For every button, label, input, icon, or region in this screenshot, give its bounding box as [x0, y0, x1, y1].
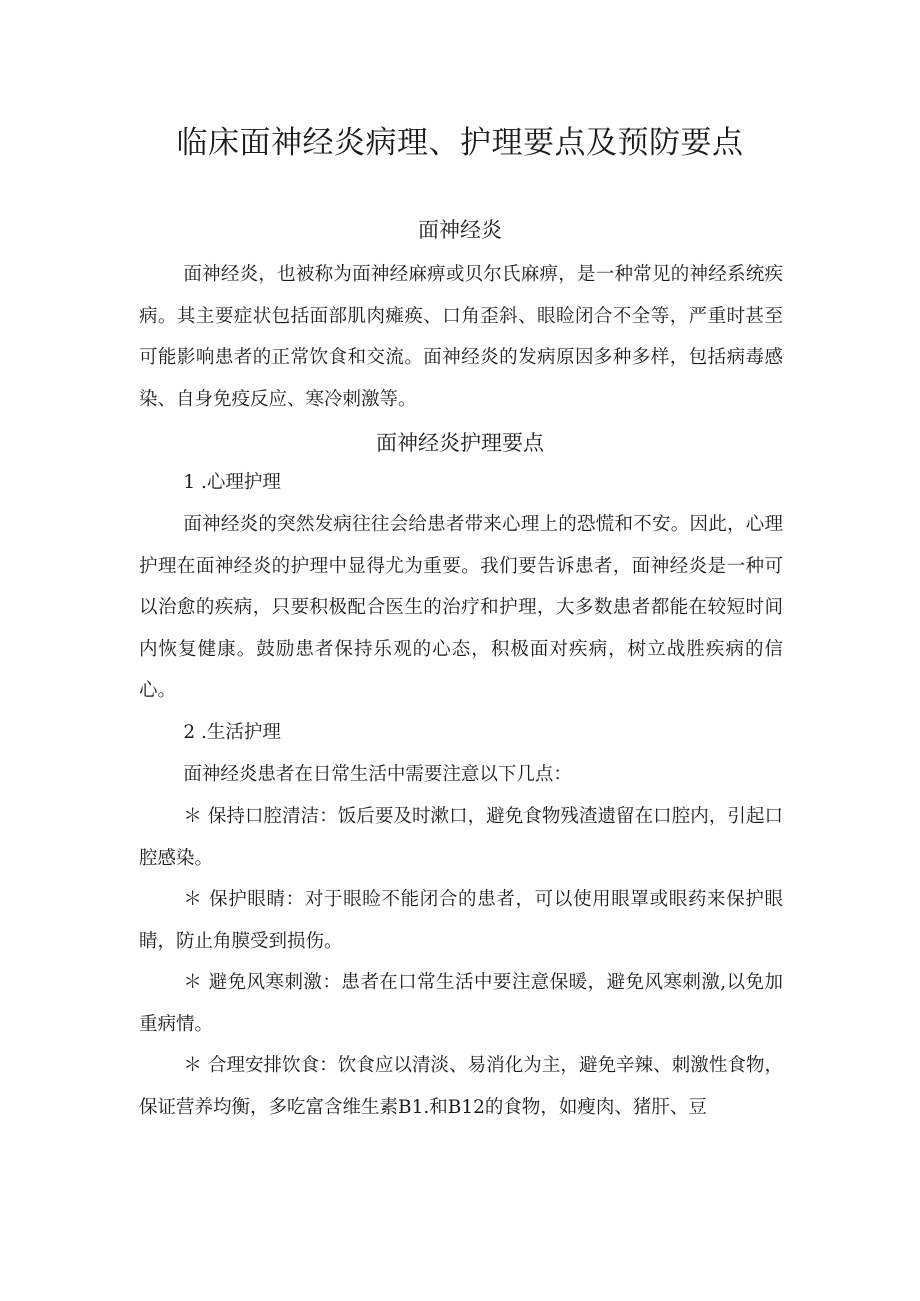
daily-care-intro: 面神经炎患者在日常生活中需要注意以下几点： [183, 764, 572, 785]
section-intro-paragraph: 面神经炎，也被称为面神经麻痹或贝尔氏麻痹，是一种常见的神经系统疾病。其主要症状包括面部肌肉瘫痪、口角歪斜、眼睑闭合不全等，严重时甚至可能影响患者的正常饮食和交流。面神经炎的发病原因多种多样，包括病毒感染、自身免疫反应、寒冷刺激等。 [139, 264, 783, 410]
document-title: 临床面神经炎病理、护理要点及预防要点 [176, 125, 744, 161]
list-item: ＊ 保持口腔清洁：饭后要及时漱口，避免食物残渣遗留在口腔内，引起口腔感染。 [139, 806, 783, 869]
subheading-psychological-care: 1 .心理护理 [183, 472, 281, 493]
subheading-daily-care: 2 .生活护理 [183, 722, 281, 743]
list-item: ＊ 合理安排饮食：饮食应以清淡、易消化为主，避免辛辣、刺激性食物，保证营养均衡，多吃富含维生素B1.和B12的食物，如瘦肉、猪肝、豆 [139, 1055, 783, 1118]
section-heading-facial-neuritis: 面神经炎 [418, 218, 502, 242]
psychological-care-paragraph: 面神经炎的突然发病往往会给患者带来心理上的恐慌和不安。因此，心理护理在面神经炎的护理中显得尤为重要。我们要告诉患者，面神经炎是一种可以治愈的疾病，只要积极配合医生的治疗和护理，大多数患者都能在较短时间内恢复健康。鼓励患者保持乐观的心态，积极面对疾病，树立战胜疾病的信心。 [139, 514, 783, 701]
list-item: ＊ 保护眼睛：对于眼睑不能闭合的患者，可以使用眼罩或眼药来保护眼睛，防止角膜受到损伤。 [139, 889, 783, 952]
section-heading-nursing-points: 面神经炎护理要点 [376, 431, 544, 455]
list-item: ＊ 避免风寒刺激：患者在口常生活中要注意保暖，避免风寒刺激,以免加重病情。 [139, 972, 783, 1035]
